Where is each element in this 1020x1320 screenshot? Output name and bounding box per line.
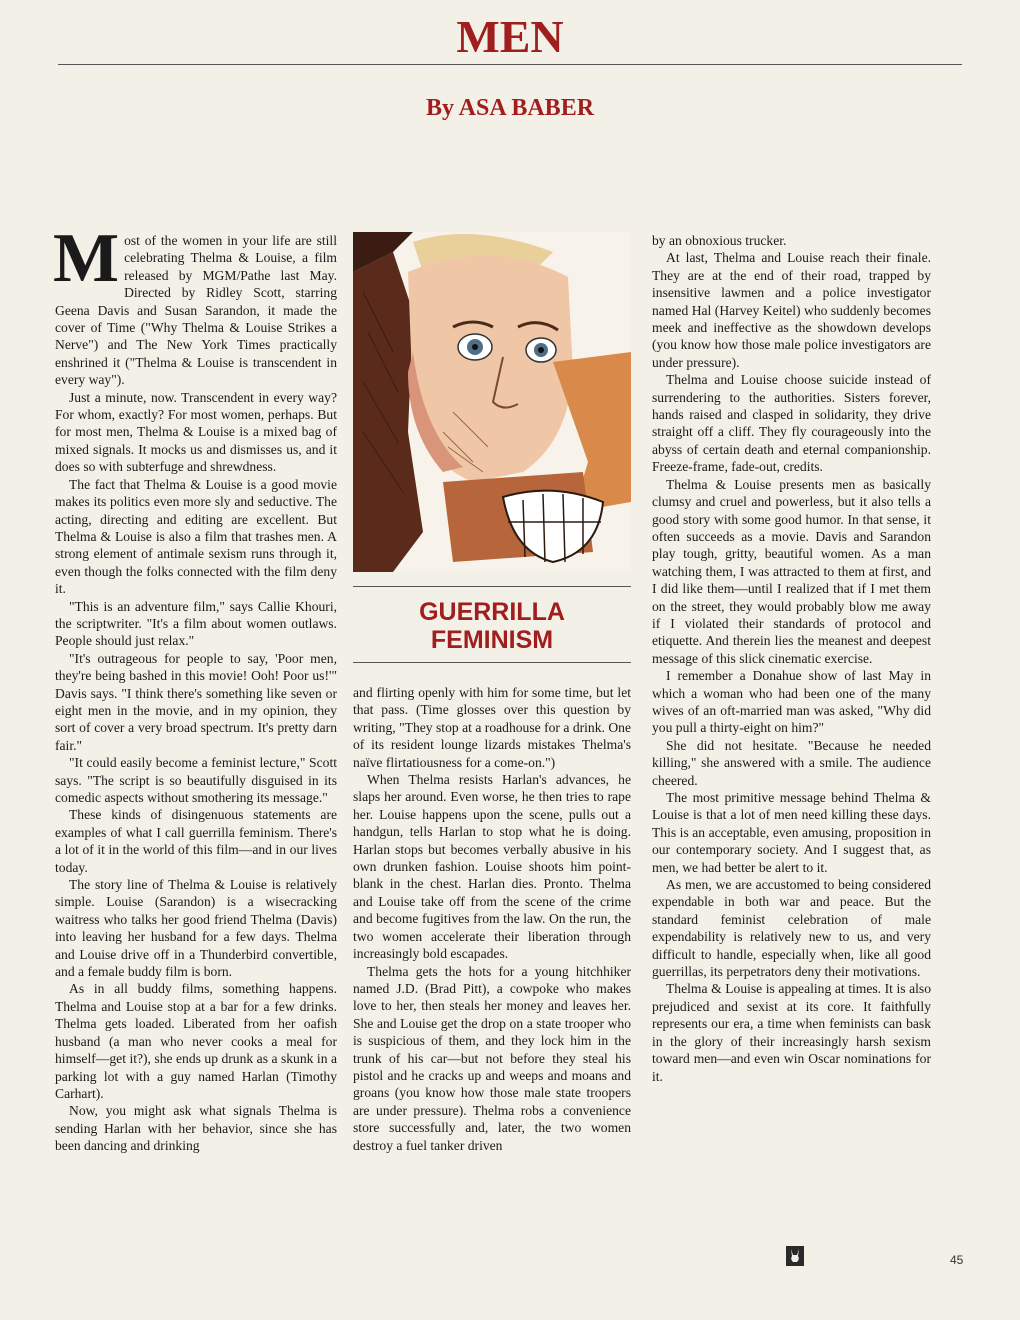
paragraph: "It's outrageous for people to say, 'Poor men, they're being bashed in this movie! Ooh! Poor us!'" Davis says. "I think there's something like seven or eight men in the movie, and in my opinion, they sort of cover a very broad spectrum. It's pretty darn fair.": [55, 650, 337, 753]
paragraph: These kinds of disingenuous statements are examples of what I call guerrilla feminism. There's a lot of it in the world of this film—and in our lives today.: [55, 807, 337, 875]
rabbit-head-icon: [786, 1246, 804, 1266]
title-rule: [58, 64, 962, 65]
paragraph: "It could easily become a feminist lecture," Scott says. "The script is so beautifully disguised in its comedic aspects without smothering its message.": [55, 755, 337, 805]
paragraph: Thelma & Louise is appealing at times. It is also prejudiced and sexist at its core. It faithfully represents our era, a time when feminists can bask in the glory of their increasingly harsh sexism toward men—and even win Oscar nominations for it.: [652, 981, 931, 1084]
paragraph: At last, Thelma and Louise reach their finale. They are at the end of their road, trapped by insensitive lawmen and a police investigator named Hal (Harvey Keitel) who suddenly becomes meek and ineffective as the showdown develops (you know how those male police investigators are under pressure).: [652, 250, 931, 370]
paragraph: Thelma gets the hots for a young hitchhiker named J.D. (Brad Pitt), a cowpoke who makes love to her, then steals her money and leaves her. She and Louise get the drop on a state trooper who is suspicious of them, and they lock him in the trunk of his car—but not before they steal his pistol and he cracks up and weeps and moans and groans (you know how those male state troopers are under pressure). Thelma robs a convenience store successfully and, later, the two women destroy a fuel tanker driven: [353, 963, 631, 1153]
paragraph: by an obnoxious trucker.: [652, 233, 787, 248]
paragraph: The most primitive message behind Thelma & Louise is that a lot of men need killing these days. This is an acceptable, even amusing, proposition in our contemporary society. And I suggest that, as men, we had better be alert to it.: [652, 790, 931, 875]
article-column-2: [353, 684, 631, 1154]
byline: By ASA BABER: [425, 95, 595, 121]
article-column-1: [53, 220, 337, 1155]
paragraph: Thelma and Louise choose suicide instead of surrendering to the authorities. Sisters forever, hands raised and clasped in solidarity, they drive straight off a cliff. They fly courageously into the abyss of certain death and eternal companionship. Freeze-frame, fade-out, credits.: [652, 372, 931, 475]
paragraph: "This is an adventure film," says Callie Khouri, the scriptwriter. "It's a film about women outlaws. People should just relax.": [55, 598, 337, 649]
page-title: MEN: [456, 11, 564, 62]
pull-quote-rule-bottom: [353, 662, 631, 663]
pull-quote-rule-top: [353, 586, 631, 587]
paragraph: When Thelma resists Harlan's advances, he slaps her around. Even worse, he then tries to rape her. Louise happens upon the scene, pulls out a handgun, tells Harlan to stop what he is doing. Harlan stops but becomes verbally abusive in his own drunken fashion. Louise shoots him point-blank in the chest. Harlan dies. Pronto. Thelma and Louise take off from the scene of the crime and become fugitives from the law. On the run, the two women accelerate their liberation through increasingly bold escapades.: [353, 772, 631, 962]
paragraph: The story line of Thelma & Louise is relatively simple. Louise (Sarandon) is a wisecracking waitress who talks her good friend Thelma (Davis) into leaving her husband for a few days. Thelma and Louise drive off in a Thunderbird convertible, and a female buddy film is born.: [55, 877, 337, 980]
pull-quote-line: FEMINISM: [430, 626, 554, 654]
paragraph: ost of the women in your life are still celebrating Thelma & Louise, a film released by MGM/Pathe last May. Directed by Ridley Scott, starring Geena Davis and Susan Sarandon, it made the cover of Time ("Why Thelma & Louise Strikes a Nerve") and The New York Times practically enshrined it ("Thelma & Louise is transcendent in every way").: [55, 233, 337, 388]
paragraph: and flirting openly with him for some time, but let that pass. (Time glosses over this question by writing, "They stop at a roadhouse for a drink. One of its resident lounge lizards mistakes Thelma's naïve flirtatiousness for a come-on."): [353, 685, 631, 770]
paragraph: I remember a Donahue show of last May in which a woman who had been one of the many wives of an oft-married man was asked, "Why did you pull a thirty-eight on him?": [652, 668, 931, 736]
paragraph: As in all buddy films, something happens. Thelma and Louise stop at a bar for a few drinks. Thelma gets loaded. Liberated from her oafish husband (a man who never cooks a meal for himself—get it?), she ends up drunk as a skunk in a parking lot with a guy named Harlan (Timothy Carhart).: [55, 981, 337, 1101]
paragraph: As men, we are accustomed to being considered expendable in both war and peace. But the standard feminist celebration of male expendability is relatively new to us, and very difficult to handle, especially when, like all good guerrillas, its perpetrators deny their motivations.: [652, 877, 931, 980]
face-illustration: [353, 232, 631, 572]
drop-cap: M: [53, 220, 120, 297]
article-column-3: [652, 232, 931, 1085]
paragraph: Thelma & Louise presents men as basically clumsy and cruel and powerless, but it also tells a good story with some good humor. In that sense, it often succeeds as a movie. Davis and Sarandon play tough, gritty, beautiful women. As a man watching them, I was attracted to them at first, and I did like them—until I realized that if I met them on the street, they would probably blow me away if I violated their standards of protocol and etiquette. And therein lies the meanest and deepest message of this slick cinematic exercise.: [652, 476, 931, 666]
pull-quote-line: GUERRILLA: [419, 598, 565, 626]
paragraph: Just a minute, now. Transcendent in every way? For whom, exactly? For most women, perhaps. But for most men, Thelma & Louise is a mixed bag of mixed signals. It mocks us and dismisses us, and it does so with subterfuge and shrewdness.: [55, 389, 337, 475]
pull-quote: [353, 598, 631, 654]
paragraph: She did not hesitate. "Because he needed killing," she answered with a smile. The audience cheered.: [652, 737, 931, 788]
paragraph: Now, you might ask what signals Thelma is sending Harlan with her behavior, since she has been dancing and drinking: [55, 1103, 337, 1154]
paragraph: The fact that Thelma & Louise is a good movie makes its politics even more sly and seductive. The acting, directing and editing are excellent. But Thelma & Louise is also a film that trashes men. A strong element of antimale sexism runs through it, even though the folks connected with the film deny it.: [55, 476, 337, 597]
page-number: 45: [950, 1253, 964, 1267]
